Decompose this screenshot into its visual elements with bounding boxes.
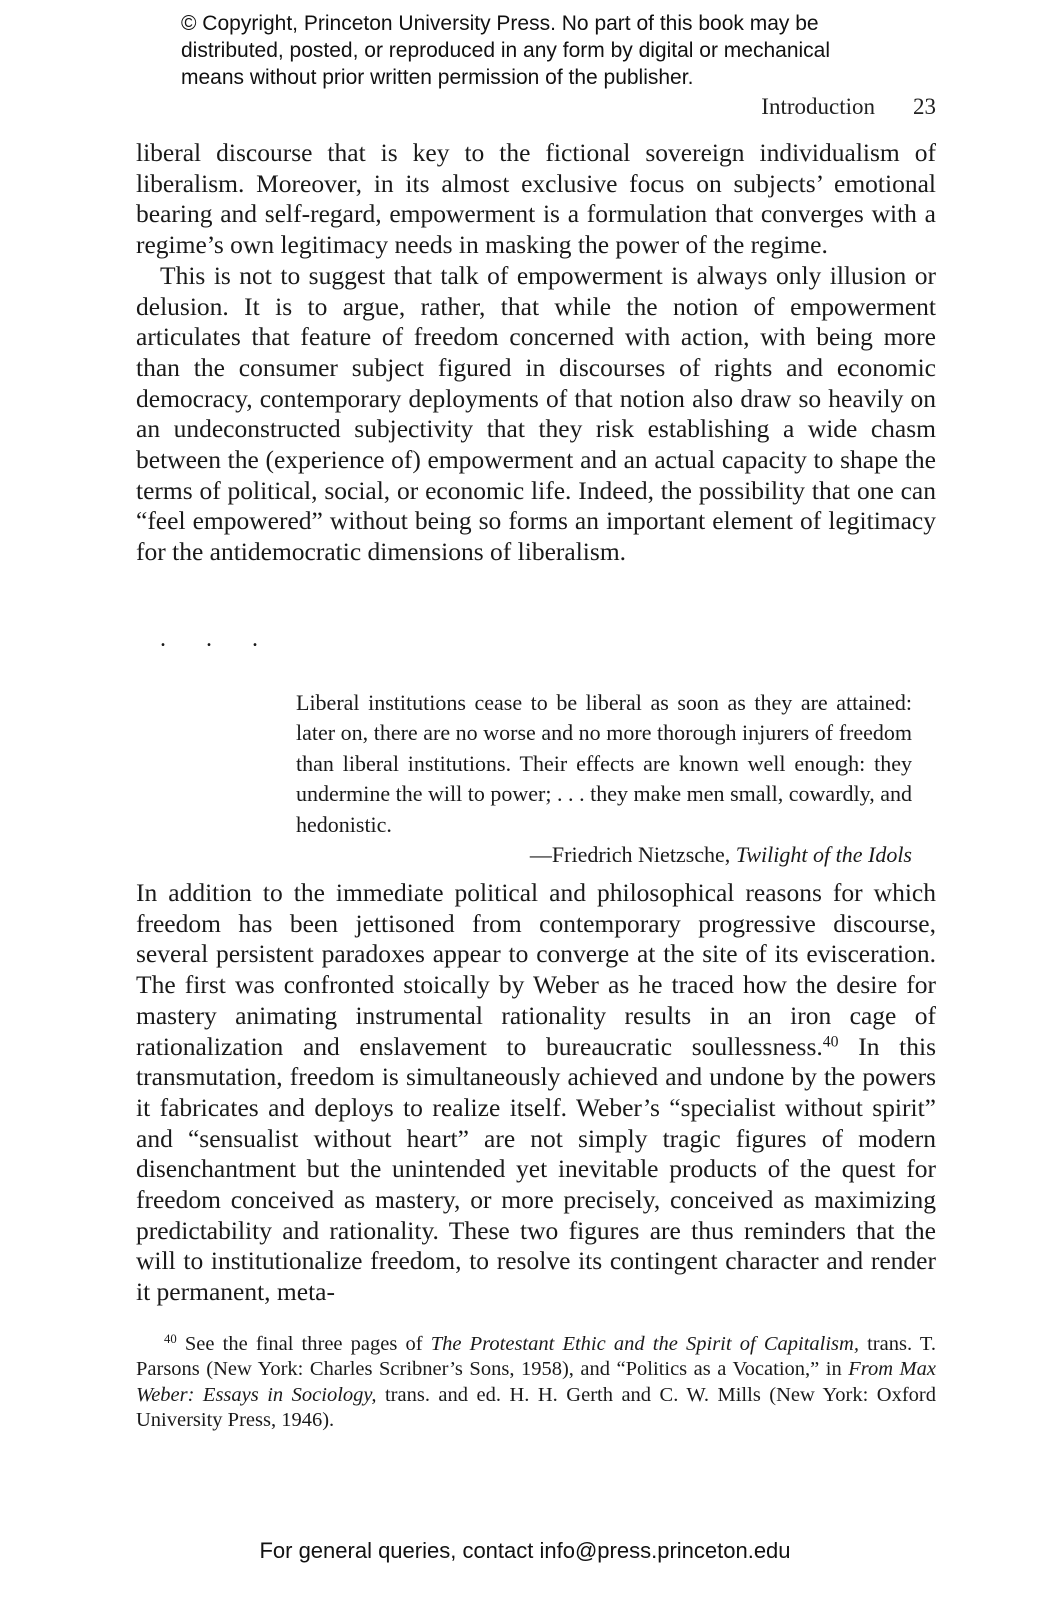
footnote-fragment: trans. T. Parsons (New York: Charles Scribner’s Sons, 1958), and “Politics as a Vocation,” in bbox=[136, 1333, 936, 1381]
footnote-number: 40 bbox=[164, 1332, 177, 1347]
body-text-top bbox=[136, 138, 936, 568]
attribution-author: —Friedrich Nietzsche, bbox=[529, 842, 736, 868]
attribution-work-title: Twilight of the Idols bbox=[735, 842, 912, 868]
paragraph-text: In addition to the immediate political and philosophical reasons for which freedom has been jettisoned from contemporary progressive discourse, several persistent paradoxes appear to converge at the site of its evisceration. The first was confronted stoically by Weber as he traced how the desire for mastery animating instrumental rationality results in an iron cage of rationalization and enslavement to bureaucratic soullessness. bbox=[136, 878, 936, 1061]
chapter-title: Introduction bbox=[761, 94, 875, 119]
copyright-notice bbox=[181, 10, 901, 91]
footnote-text bbox=[136, 1332, 936, 1434]
book-title: The Protestant Ethic and the Spirit of Capitalism, bbox=[430, 1333, 859, 1355]
epigraph bbox=[296, 688, 912, 870]
footnote-fragment: See the final three pages of bbox=[176, 1333, 431, 1355]
running-head bbox=[761, 94, 936, 120]
copyright-line: means without prior written permission of the publisher. bbox=[181, 66, 694, 89]
footnote bbox=[136, 1332, 936, 1434]
section-break: . . . bbox=[160, 626, 275, 652]
paragraph: liberal discourse that is key to the fictional sovereign individualism of liberalism. Moreover, in its almost exclusive focus on subjects’ emotional bearing and self-regard, empowerment is a formulation that converges with a regime’s own legitimacy needs in masking the power of the regime. bbox=[136, 138, 936, 260]
footer-contact: For general queries, contact info@press.princeton.edu bbox=[259, 1538, 791, 1563]
copyright-line: distributed, posted, or reproduced in any form by digital or mechanical bbox=[181, 39, 831, 62]
epigraph-attribution bbox=[296, 840, 912, 870]
paragraph bbox=[136, 878, 936, 1308]
footnote-fragment: trans. and ed. H. H. Gerth and C. W. Mills (New York: Oxford University Press, 1946). bbox=[136, 1383, 937, 1432]
paragraph-text: In this transmutation, freedom is simultaneously achieved and undone by the powers it fabricates and deploys to realize itself. Weber’s “specialist without spirit” and “sensualist without heart” are not simply tragic figures of modern disenchantment but the unintended yet inevitable products of the quest for freedom conceived as mastery, or more precisely, conceived as maximizing predictability and rationality. These two figures are thus reminders that the will to institutionalize freedom, to resolve its contingent character and render it permanent, meta- bbox=[136, 1031, 936, 1307]
copyright-line: © Copyright, Princeton University Press. No part of this book may be bbox=[181, 12, 819, 35]
footnote-reference: 40 bbox=[822, 1032, 839, 1050]
body-text-bottom bbox=[136, 878, 936, 1308]
epigraph-quote: Liberal institutions cease to be liberal as soon as they are attained: later on, there are no worse and no more thorough injurers of freedom than liberal institutions. Their effects are known well enough: they undermine the will to power; . . . they make men small, cowardly, and hedonistic. bbox=[296, 690, 912, 837]
page-number: 23 bbox=[913, 94, 936, 119]
book-title: From Max Weber: Essays in Sociology, bbox=[136, 1358, 936, 1406]
paragraph: This is not to suggest that talk of empowerment is always only illusion or delusion. It is to argue, rather, that while the notion of empowerment articulates that feature of freedom concerned with action, with being more than the consumer subject figured in discourses of rights and economic democracy, contemporary deployments of that notion also draw so heavily on an undeconstructed subjectivity that they risk establishing a wide chasm between the (experience of) empowerment and an actual capacity to shape the terms of political, social, or economic life. Indeed, the possibility that one can “feel empowered” without being so forms an important element of legitimacy for the antidemocratic dimensions of liberalism. bbox=[136, 260, 936, 567]
